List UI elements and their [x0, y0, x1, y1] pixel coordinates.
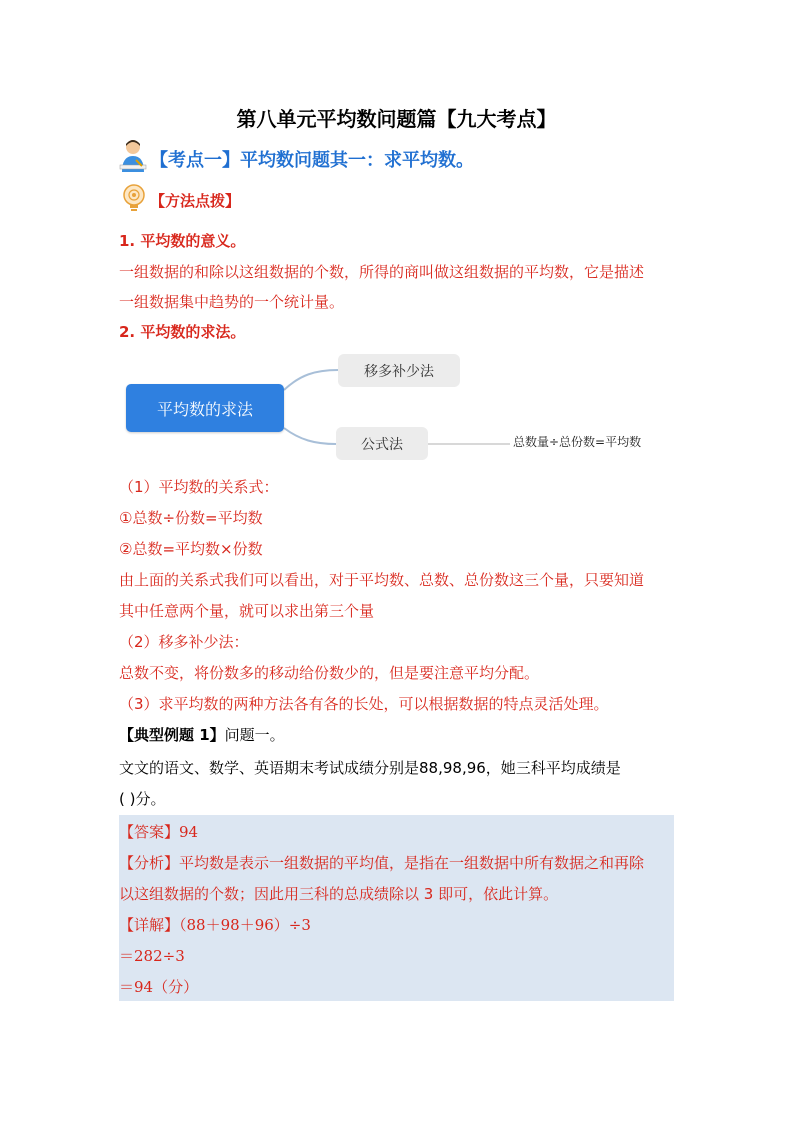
method3-body: （3）求平均数的两种方法各有各的长处，可以根据数据的特点灵活处理。 [119, 695, 609, 713]
detail-line3: ＝94（分） [119, 978, 199, 996]
page-title: 第八单元平均数问题篇【九大考点】 [236, 107, 557, 131]
mindmap-branch-top: 移多补少法 [338, 354, 460, 387]
answer-value: 94 [179, 823, 199, 841]
example-title: 问题一。 [224, 726, 285, 744]
method2-body: 总数不变，将份数多的移动给份数少的，但是要注意平均分配。 [119, 664, 540, 682]
analysis-line1-wrap [119, 853, 644, 873]
analysis-line2: 以这组数据的个数；因此用三科的总成绩除以 3 即可，依此计算。 [119, 885, 559, 903]
detail-line1-wrap [119, 915, 311, 935]
section-heading: 【考点一】平均数问题其一：求平均数。 [150, 150, 474, 171]
answer-label: 【答案】 [119, 823, 180, 841]
method-heading: 【方法点拨】 [150, 192, 241, 210]
detail-label: 【详解】 [119, 916, 180, 934]
relation-heading: （1）平均数的关系式： [119, 478, 279, 496]
method2-heading: （2）移多补少法： [119, 633, 249, 651]
relation-note-line2: 其中任意两个量，就可以求出第三个量 [119, 602, 375, 620]
analysis-line1: 平均数是表示一组数据的平均值，是指在一组数据中所有数据之和再除 [179, 854, 645, 872]
relation-2: ②总数=平均数×份数 [119, 540, 263, 558]
example-heading [119, 725, 285, 745]
example-label: 【典型例题 1】 [119, 726, 225, 744]
point1-body-line1: 一组数据的和除以这组数据的个数，所得的商叫做这组数据的平均数，它是描述 [119, 263, 645, 281]
relation-1: ①总数÷份数=平均数 [119, 509, 263, 527]
point2-title: 2. 平均数的求法。 [119, 323, 246, 341]
answer-line [119, 822, 198, 842]
mindmap-branch-bottom: 公式法 [336, 427, 428, 460]
mindmap-formula: 总数量÷总份数=平均数 [513, 435, 642, 449]
detail-line2: ＝282÷3 [119, 947, 185, 965]
question-line2: ( )分。 [119, 790, 166, 808]
point1-body-line2: 一组数据集中趋势的一个统计量。 [119, 293, 345, 311]
question-line1: 文文的语文、数学、英语期末考试成绩分别是88,98,96，她三科平均成绩是 [119, 759, 621, 777]
analysis-label: 【分析】 [119, 854, 180, 872]
point1-title: 1. 平均数的意义。 [119, 232, 246, 250]
mindmap-root: 平均数的求法 [126, 384, 284, 432]
relation-note-line1: 由上面的关系式我们可以看出，对于平均数、总数、总份数这三个量，只要知道 [119, 571, 645, 589]
detail-line1: （88＋98＋96）÷3 [179, 916, 311, 934]
answer-box [119, 815, 674, 1001]
